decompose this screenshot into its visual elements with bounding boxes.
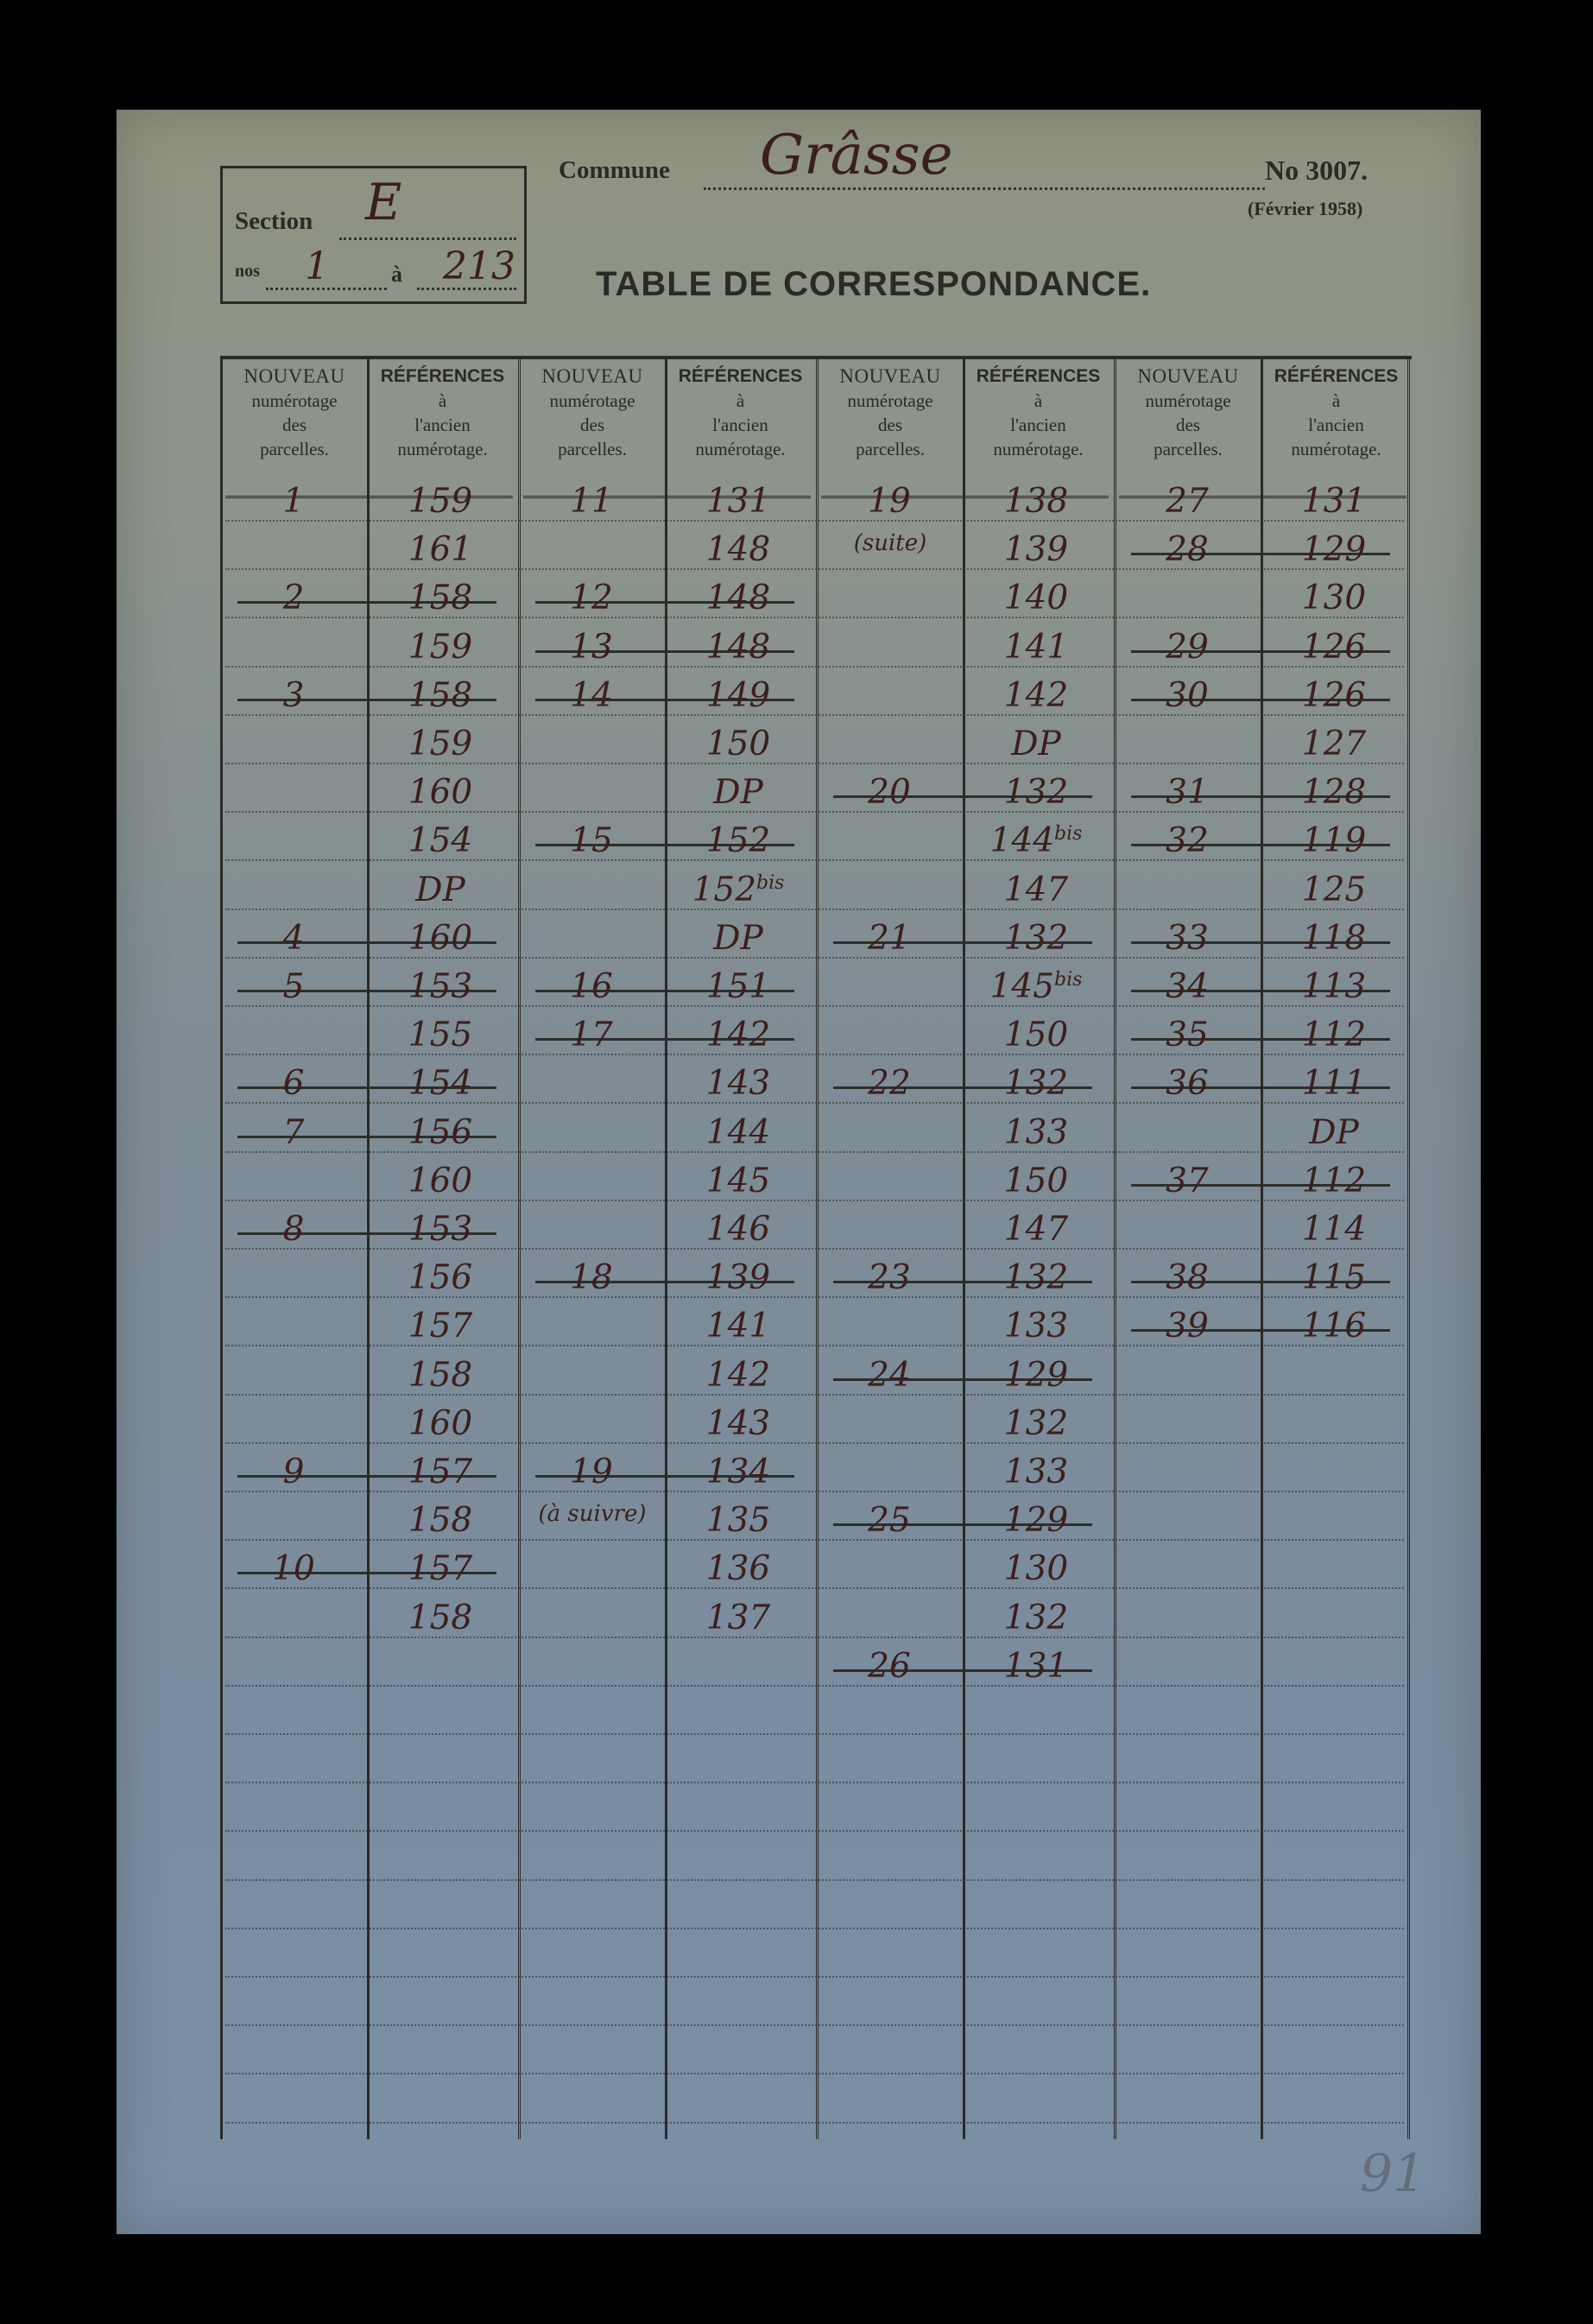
header-text: à	[438, 390, 447, 411]
header-text: RÉFÉRENCES	[976, 366, 1101, 386]
ruled-line	[225, 2122, 1404, 2124]
header-text: parcelles.	[1154, 439, 1223, 459]
header-text: à	[1331, 390, 1341, 411]
old-reference: 112	[1301, 1161, 1367, 1200]
header-text: l'ancien	[414, 415, 471, 435]
old-reference: 142	[705, 1016, 771, 1055]
correspondence-table	[220, 356, 1412, 2139]
header-text: l'ancien	[712, 415, 768, 435]
old-reference: 154	[408, 1064, 473, 1104]
old-reference: 119	[1301, 821, 1367, 861]
new-parcel-number: 30	[1166, 675, 1209, 715]
new-parcel-number: 12	[570, 579, 613, 618]
old-reference: 142	[705, 1355, 771, 1395]
header-text: NOUVEAU	[839, 365, 941, 387]
new-parcel-number: 35	[1166, 1016, 1209, 1055]
old-reference: 131	[705, 482, 771, 521]
header-text: numérotage.	[397, 439, 488, 459]
header-text: des	[878, 415, 902, 435]
page-title: TABLE DE CORRESPONDANCE.	[596, 265, 1152, 303]
group-separator-1	[220, 356, 223, 2139]
old-reference: 128	[1301, 773, 1367, 813]
table-right-edge	[1407, 356, 1415, 2139]
old-reference: DP	[713, 918, 763, 958]
new-parcel-number: 28	[1166, 530, 1209, 570]
old-reference: 156	[408, 1258, 473, 1298]
old-reference: 155	[408, 1016, 473, 1055]
old-reference: 113	[1301, 967, 1367, 1006]
header-text: parcelles.	[260, 439, 329, 459]
ruled-line	[225, 2073, 1404, 2074]
new-parcel-number: 23	[868, 1258, 911, 1298]
old-reference: 142	[1003, 675, 1069, 715]
old-reference: 158	[408, 675, 473, 715]
old-reference: 130	[1003, 1549, 1069, 1589]
old-reference: 151	[705, 967, 771, 1006]
new-parcel-number: 18	[570, 1258, 613, 1298]
old-reference: 140	[1003, 579, 1069, 618]
old-reference: 141	[705, 1307, 771, 1346]
header-text: numérotage	[847, 390, 933, 411]
header-text: RÉFÉRENCES	[1274, 366, 1399, 386]
old-reference: 158	[408, 1501, 473, 1541]
header-text: des	[1176, 415, 1200, 435]
old-reference: 150	[705, 725, 771, 763]
old-reference: 144	[705, 1112, 771, 1152]
header-old-references-2	[670, 364, 811, 490]
old-reference: 160	[408, 918, 473, 958]
header-old-references-3	[968, 364, 1109, 490]
old-reference: 129	[1301, 530, 1367, 570]
old-reference: 133	[1003, 1112, 1069, 1152]
ruled-line	[225, 1879, 1404, 1881]
new-parcel-number: 2	[282, 579, 305, 618]
document-number: No 3007.	[1265, 155, 1369, 186]
ruled-line	[225, 1733, 1404, 1735]
new-parcel-number: 29	[1166, 627, 1209, 667]
new-parcel-number: 32	[1166, 821, 1209, 861]
continuation-note: (à suivre)	[538, 1501, 647, 1528]
header-text: à	[1034, 390, 1043, 411]
old-reference: 118	[1301, 918, 1367, 958]
old-reference: 158	[408, 1355, 473, 1395]
old-reference: 154	[408, 821, 473, 861]
header-text: à	[736, 390, 745, 411]
header-text: numérotage	[549, 390, 635, 411]
new-parcel-number: 7	[282, 1112, 305, 1152]
new-parcel-number: 9	[282, 1453, 305, 1491]
old-reference: 146	[705, 1210, 771, 1249]
new-parcel-number: 5	[282, 967, 305, 1006]
range-separator: à	[391, 262, 402, 287]
ruled-line	[225, 1830, 1404, 1832]
new-parcel-number: 21	[868, 918, 911, 958]
old-reference: 132	[1003, 773, 1069, 813]
old-reference: 149	[705, 675, 771, 715]
nos-label: nos	[235, 262, 260, 281]
old-reference: 126	[1301, 627, 1367, 667]
section-value: E	[365, 173, 402, 231]
group-inner-separator-4	[1261, 356, 1263, 2139]
new-parcel-number: 38	[1166, 1258, 1209, 1298]
ruled-line	[225, 1928, 1404, 1929]
old-reference: 152	[705, 821, 771, 861]
old-reference: DP	[713, 773, 763, 813]
old-reference: 125	[1301, 870, 1367, 909]
new-parcel-number: 15	[570, 821, 613, 861]
old-reference: 129	[1003, 1501, 1069, 1541]
old-reference: 147	[1003, 1210, 1069, 1249]
old-reference: 138	[1003, 482, 1069, 521]
old-reference: 129	[1003, 1355, 1069, 1395]
new-parcel-number: 33	[1166, 918, 1209, 958]
old-reference: 150	[1003, 1016, 1069, 1055]
header-text: parcelles.	[558, 439, 627, 459]
old-reference: 131	[1301, 482, 1367, 521]
new-parcel-number: 24	[868, 1355, 911, 1395]
old-reference: 133	[1003, 1307, 1069, 1346]
new-parcel-number: 26	[868, 1646, 911, 1686]
old-reference: 111	[1301, 1064, 1367, 1104]
old-reference: 153	[408, 1210, 473, 1249]
new-parcel-number: 34	[1166, 967, 1209, 1006]
header-text: l'ancien	[1010, 415, 1066, 435]
old-reference: 139	[1003, 530, 1069, 570]
range-to-value: 213	[443, 244, 515, 288]
header-text: numérotage	[251, 390, 338, 411]
ruled-line	[225, 1782, 1404, 1783]
old-reference: 157	[408, 1549, 473, 1589]
header-new-numbering-4	[1119, 364, 1257, 490]
new-parcel-number: 17	[570, 1016, 613, 1055]
header-old-references-4	[1266, 364, 1407, 490]
old-reference: 126	[1301, 675, 1367, 715]
old-reference: 159	[408, 627, 473, 667]
range-from-value: 1	[305, 244, 329, 288]
old-reference: 132	[1003, 1064, 1069, 1104]
new-parcel-number: 19	[868, 482, 911, 521]
new-parcel-number: 14	[570, 675, 613, 715]
old-reference: 132	[1003, 1403, 1069, 1443]
old-reference: 157	[408, 1307, 473, 1346]
new-parcel-number: 19	[570, 1453, 613, 1491]
old-reference: 137	[705, 1598, 771, 1637]
header-text: RÉFÉRENCES	[380, 366, 505, 386]
old-reference: 134	[705, 1453, 771, 1491]
header-text: numérotage.	[1291, 439, 1381, 459]
new-parcel-number: 22	[868, 1064, 911, 1104]
commune-label: Commune	[559, 156, 670, 184]
old-reference: 139	[705, 1258, 771, 1298]
header-text: numérotage.	[993, 439, 1084, 459]
new-parcel-number: 37	[1166, 1161, 1209, 1200]
header-text: des	[282, 415, 307, 435]
old-reference: 141	[1003, 627, 1069, 667]
header-text: RÉFÉRENCES	[678, 366, 803, 386]
old-reference: 150	[1003, 1161, 1069, 1200]
header-text: des	[580, 415, 604, 435]
old-reference: 160	[408, 1403, 473, 1443]
header-text: parcelles.	[856, 439, 925, 459]
new-parcel-number: 16	[570, 967, 613, 1006]
old-reference: 161	[408, 530, 473, 570]
new-parcel-number: 31	[1166, 773, 1209, 813]
document-sheet	[117, 110, 1481, 2234]
old-reference: 132	[1003, 918, 1069, 958]
old-reference: 116	[1301, 1307, 1367, 1346]
old-reference: 132	[1003, 1258, 1069, 1298]
new-parcel-number: 6	[282, 1064, 305, 1104]
section-box	[220, 166, 527, 304]
header-text: numérotage	[1145, 390, 1231, 411]
corner-page-mark: 91	[1360, 2144, 1426, 2204]
old-reference: 157	[408, 1453, 473, 1491]
new-parcel-number: 3	[282, 675, 305, 715]
section-label: Section	[235, 207, 313, 235]
new-parcel-number: 20	[868, 773, 911, 813]
old-reference: 158	[408, 1598, 473, 1637]
commune-dotted-line	[704, 187, 1265, 190]
old-reference: 112	[1301, 1016, 1367, 1055]
old-reference: 160	[408, 1161, 473, 1200]
new-parcel-number: 10	[272, 1549, 315, 1589]
header-text: l'ancien	[1308, 415, 1364, 435]
new-parcel-number: 36	[1166, 1064, 1209, 1104]
ruled-line	[225, 1685, 1404, 1687]
section-dotted-line	[339, 237, 516, 240]
old-reference: DP	[415, 870, 465, 909]
old-reference: 147	[1003, 870, 1069, 909]
old-reference: $152^{bis}$	[692, 870, 785, 909]
group-inner-separator-3	[963, 356, 965, 2139]
old-reference: 158	[408, 579, 473, 618]
commune-value: Grâsse	[760, 123, 953, 187]
old-reference: 145	[705, 1161, 771, 1200]
old-reference: 160	[408, 773, 473, 813]
old-reference: 148	[705, 579, 771, 618]
old-reference: 115	[1301, 1258, 1367, 1298]
old-reference: 159	[408, 482, 473, 521]
header-new-numbering-3	[821, 364, 959, 490]
new-parcel-number: 4	[282, 918, 305, 958]
group-separator-4	[1114, 356, 1122, 2139]
header-text: numérotage.	[695, 439, 786, 459]
old-reference: DP	[1011, 725, 1061, 763]
old-reference: 159	[408, 725, 473, 763]
new-parcel-number: 8	[282, 1210, 305, 1249]
ruled-line	[225, 2024, 1404, 2026]
old-reference: 156	[408, 1112, 473, 1152]
old-reference: 153	[408, 967, 473, 1006]
header-new-numbering-1	[225, 364, 363, 490]
group-inner-separator-2	[665, 356, 667, 2139]
old-reference: 148	[705, 530, 771, 570]
old-reference: 143	[705, 1403, 771, 1443]
old-reference: 133	[1003, 1453, 1069, 1491]
new-parcel-number: 13	[570, 627, 613, 667]
group-separator-2	[518, 356, 526, 2139]
header-text: NOUVEAU	[541, 365, 643, 387]
ruled-line	[225, 1976, 1404, 1978]
old-reference: $145^{bis}$	[989, 967, 1083, 1006]
old-reference: 131	[1003, 1646, 1069, 1686]
header-text: NOUVEAU	[1137, 365, 1239, 387]
old-reference: $144^{bis}$	[989, 821, 1083, 861]
group-inner-separator-1	[367, 356, 370, 2139]
old-reference: 127	[1301, 725, 1367, 763]
new-parcel-number: 1	[282, 482, 305, 521]
old-reference: 130	[1301, 579, 1367, 618]
header-text: NOUVEAU	[243, 365, 345, 387]
old-reference: DP	[1309, 1112, 1359, 1152]
header-old-references-1	[372, 364, 513, 490]
group-separator-3	[816, 356, 824, 2139]
document-date: (Février 1958)	[1248, 198, 1363, 219]
old-reference: 135	[705, 1501, 771, 1541]
header-new-numbering-2	[523, 364, 661, 490]
old-reference: 143	[705, 1064, 771, 1104]
new-parcel-number: 11	[570, 482, 613, 521]
new-parcel-number: 27	[1166, 482, 1209, 521]
new-parcel-number: 25	[868, 1501, 911, 1541]
old-reference: 114	[1301, 1210, 1367, 1249]
continuation-note: (suite)	[853, 530, 927, 557]
old-reference: 148	[705, 627, 771, 667]
old-reference: 132	[1003, 1598, 1069, 1637]
old-reference: 136	[705, 1549, 771, 1589]
new-parcel-number: 39	[1166, 1307, 1209, 1346]
